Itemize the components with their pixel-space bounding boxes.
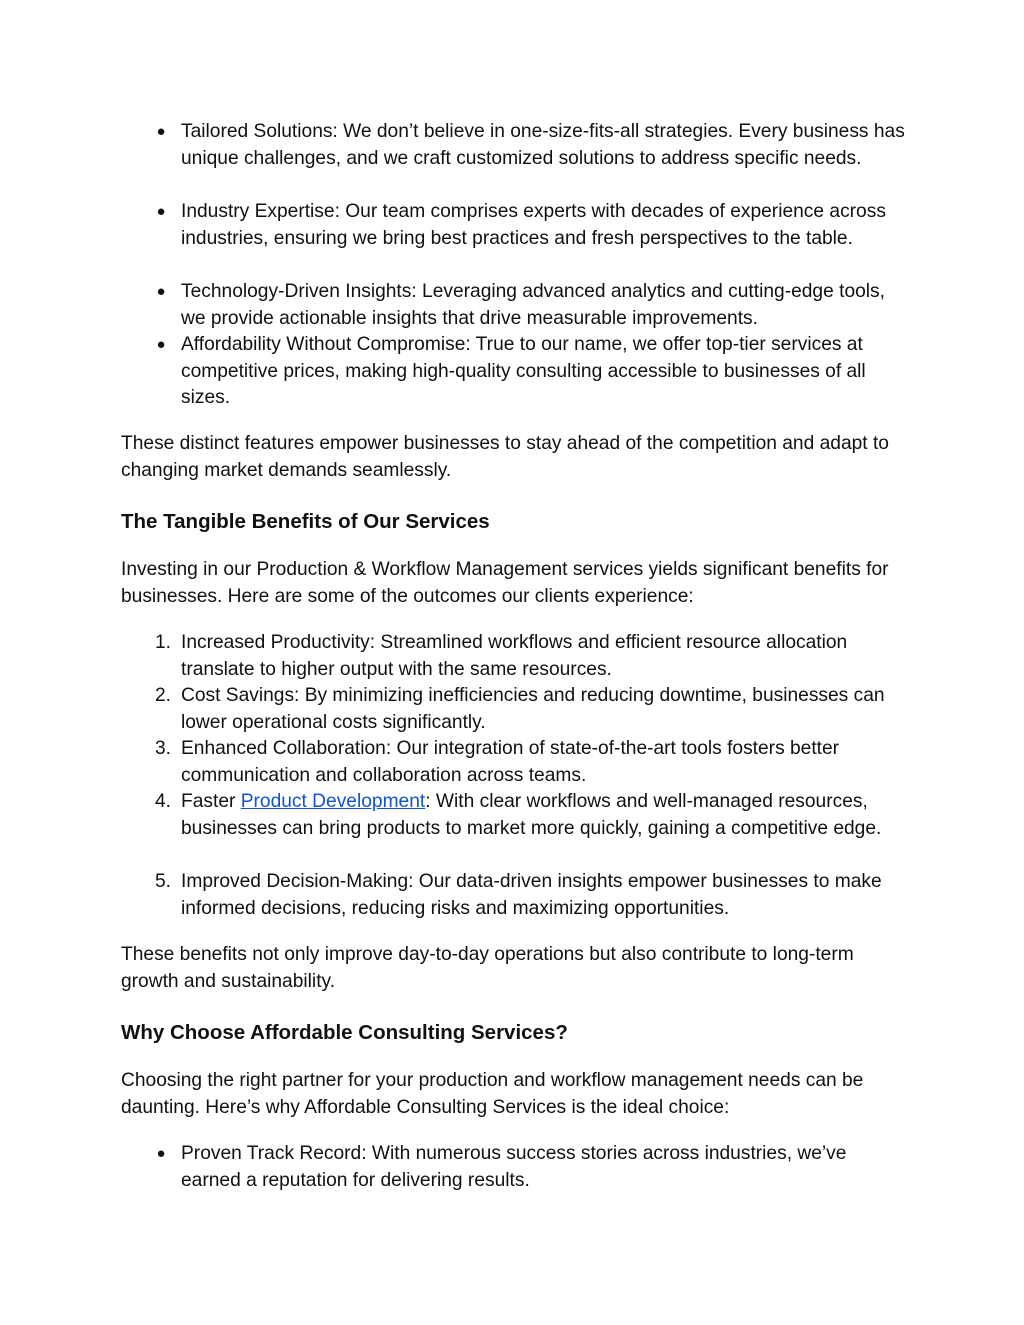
numbered-list-item (121, 736, 911, 789)
list-item-text: Improved Decision-Making: Our data-driven insights empower businesses to make informed decisions, reducing risks and maximizing opportunities. (181, 871, 882, 919)
benefits-summary-paragraph: These benefits not only improve day-to-day operations but also contribute to long-term growth and sustainability. (121, 944, 854, 992)
bullet-icon: ● (156, 1145, 166, 1162)
numbered-list-item (121, 789, 911, 842)
benefits-heading: The Tangible Benefits of Our Services (121, 510, 490, 533)
list-item-text: Affordability Without Compromise: True to our name, we offer top-tier services at competitive prices, making high-quality consulting accessible to businesses of all sizes. (181, 334, 866, 409)
list-item (121, 332, 911, 412)
bullet-icon: ● (156, 203, 166, 220)
list-number: 4. (154, 791, 171, 812)
list-item (121, 199, 911, 252)
bullet-icon: ● (156, 336, 166, 353)
list-item-text: Increased Productivity: Streamlined workflows and efficient resource allocation translate to higher output with the same resources. (181, 632, 848, 680)
list-item-text: Cost Savings: By minimizing inefficiencies and reducing downtime, businesses can lower operational costs significantly. (181, 685, 885, 733)
list-item-prefix: Faster (181, 791, 241, 812)
list-item-text: Technology-Driven Insights: Leveraging advanced analytics and cutting-edge tools, we provide actionable insights that drive measurable improvements. (181, 281, 885, 329)
list-number: 5. (154, 871, 171, 892)
list-item (121, 1141, 911, 1194)
list-item (121, 279, 911, 332)
list-item-text: Tailored Solutions: We don’t believe in one-size-fits-all strategies. Every business has unique challenges, and we craft customized solutions to address specific needs. (181, 121, 905, 169)
numbered-list-item (121, 630, 911, 683)
bullet-icon: ● (156, 283, 166, 300)
bullet-icon: ● (156, 123, 166, 140)
list-item-suffix: : With clear workflows and well-managed resources, businesses can bring products to market more quickly, gaining a competitive edge. (181, 791, 882, 839)
list-number: 1. (154, 632, 171, 653)
benefits-intro-paragraph: Investing in our Production & Workflow Management services yields significant benefits for businesses. Here are some of the outcomes our clients experience: (121, 559, 889, 607)
list-number: 3. (154, 738, 171, 759)
list-item (121, 119, 911, 172)
numbered-list-item (121, 683, 911, 736)
why-choose-intro-paragraph: Choosing the right partner for your production and workflow management needs can be daunting. Here’s why Affordable Consulting Services is the ideal choice: (121, 1070, 864, 1118)
why-choose-heading: Why Choose Affordable Consulting Services? (121, 1021, 568, 1044)
product-development-link[interactable]: Product Development (240, 791, 426, 812)
list-item-text: Industry Expertise: Our team comprises experts with decades of experience across industries, ensuring we bring best practices and fresh perspectives to the table. (181, 201, 886, 249)
list-item-text: Proven Track Record: With numerous success stories across industries, we’ve earned a reputation for delivering results. (181, 1143, 847, 1191)
list-number: 2. (154, 685, 171, 706)
list-item-text: Enhanced Collaboration: Our integration of state-of-the-art tools fosters better communication and collaboration across teams. (181, 738, 840, 786)
list-item-text (181, 789, 911, 842)
features-summary-paragraph: These distinct features empower businesses to stay ahead of the competition and adapt to changing market demands seamlessly. (121, 433, 889, 481)
numbered-list-item (121, 869, 911, 922)
